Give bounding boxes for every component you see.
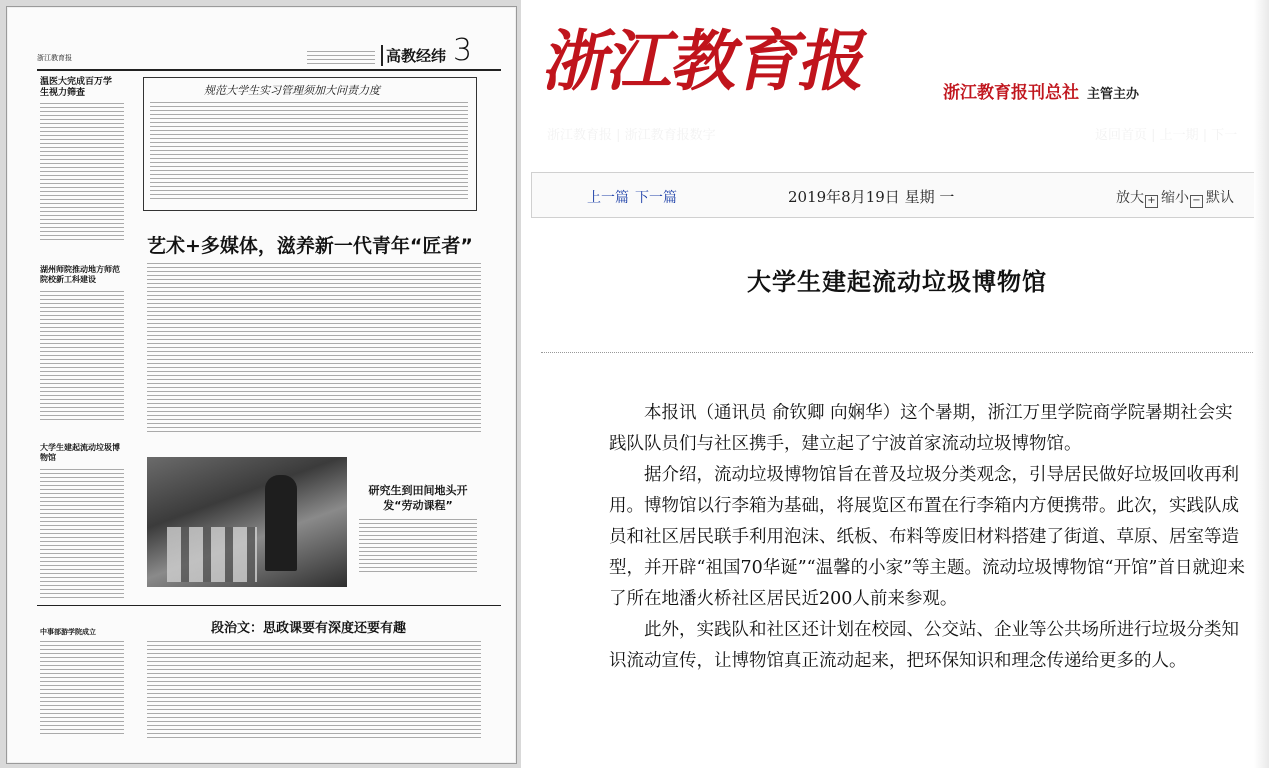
issue-date: 2019年8月19日 星期 一 — [788, 188, 955, 206]
prev-article-link[interactable]: 上一篇 — [587, 190, 629, 206]
zoom-default-label[interactable]: 默认 — [1206, 190, 1234, 206]
page-bottom-rule — [37, 605, 501, 606]
faint-nav-right[interactable]: 返回首页 | 上一期 | 下一 — [1095, 128, 1238, 143]
page-section-title: 高教经纬 — [381, 45, 446, 66]
article-paragraph: 据介绍，流动垃圾博物馆旨在普及垃圾分类观念，引导居民做好垃圾回收再利用。博物馆以行李箱为基础，将展览区布置在行李箱内方便携带。此次，实践队成员和社区居民联手利用泡沫、纸板、布料等废旧材料搭建了街道、草原、居室等造型，并开辟“祖国70华诞”“温馨的小家”等主题。流动垃圾博物馆“开馆”首日就迎来了所在地潘火桥社区居民近200人前来参观。 — [609, 465, 1245, 609]
top-feature-box — [143, 77, 477, 211]
top-feature-text — [150, 102, 468, 202]
bottom-story-headline: 段治文：思政课要有深度还要有趣 — [211, 621, 407, 636]
page-top-rule — [37, 69, 501, 71]
faint-nav-left[interactable]: 浙江教育报 | 浙江教育报数字 — [547, 128, 716, 143]
zoom-in-icon[interactable]: + — [1145, 195, 1158, 208]
sidebar-headline-3: 大学生建起流动垃圾博物馆 — [40, 443, 120, 462]
page-number: 3 — [453, 33, 473, 68]
sidebar-headline-2: 湖州师院推动地方师范院校新工科建设 — [40, 265, 120, 284]
publisher-name: 浙江教育报刊总社 — [943, 83, 1079, 103]
article-nav — [587, 187, 683, 207]
zoom-in-label[interactable]: 放大 — [1116, 190, 1144, 206]
zoom-controls — [1116, 187, 1234, 208]
main-story-headline: 艺术+多媒体，滋养新一代青年“匠者” — [147, 235, 473, 257]
site-logo[interactable]: 浙江教育报 — [537, 22, 875, 100]
sidebar-headline-4: 中事部游学院成立 — [40, 628, 96, 636]
bottom-story-text — [147, 641, 481, 741]
sidebar-text-3 — [40, 469, 124, 599]
scroll-edge — [1254, 0, 1269, 768]
site-banner — [521, 0, 1269, 160]
article-panel — [521, 0, 1269, 768]
newspaper-page-panel — [0, 0, 521, 768]
zoom-out-label[interactable]: 缩小 — [1161, 190, 1189, 206]
page-masthead-small: 浙江教育报 — [37, 54, 72, 62]
article-paragraph: 本报讯（通讯员 俞钦卿 向娴华）这个暑期，浙江万里学院商学院暑期社会实践队队员们与社区携手，建立起了宁波首家流动垃圾博物馆。 — [609, 403, 1233, 454]
photo-caption-headline: 研究生到田间地头开发“劳动课程” — [368, 484, 468, 512]
news-photo — [147, 457, 347, 587]
sidebar-text-4 — [40, 641, 124, 737]
next-article-link[interactable]: 下一篇 — [635, 190, 677, 206]
article-title: 大学生建起流动垃圾博物馆 — [747, 267, 1047, 296]
sidebar-text-1 — [40, 103, 124, 243]
top-feature-headline: 规范大学生实习管理须加大问责力度 — [204, 84, 380, 97]
page-header-lines — [307, 51, 375, 67]
main-story-text — [147, 263, 481, 433]
article-paragraph: 此外，实践队和社区还计划在校园、公交站、企业等公共场所进行垃圾分类知识流动宣传，让博物馆真正流动起来，把环保知识和理念传递给更多的人。 — [609, 620, 1239, 671]
article-body — [609, 398, 1245, 677]
title-divider — [541, 352, 1269, 353]
newspaper-page-image[interactable] — [6, 6, 517, 764]
photo-group — [167, 527, 257, 582]
photo-caption-text — [359, 519, 477, 575]
sidebar-text-2 — [40, 291, 124, 421]
publisher-label — [943, 78, 1139, 103]
publisher-suffix: 主管主办 — [1087, 87, 1140, 102]
article-toolbar — [531, 172, 1269, 218]
photo-figure — [265, 475, 297, 571]
sidebar-headline-1: 温医大完成百万学生视力筛查 — [40, 77, 113, 98]
zoom-out-icon[interactable]: − — [1190, 195, 1203, 208]
